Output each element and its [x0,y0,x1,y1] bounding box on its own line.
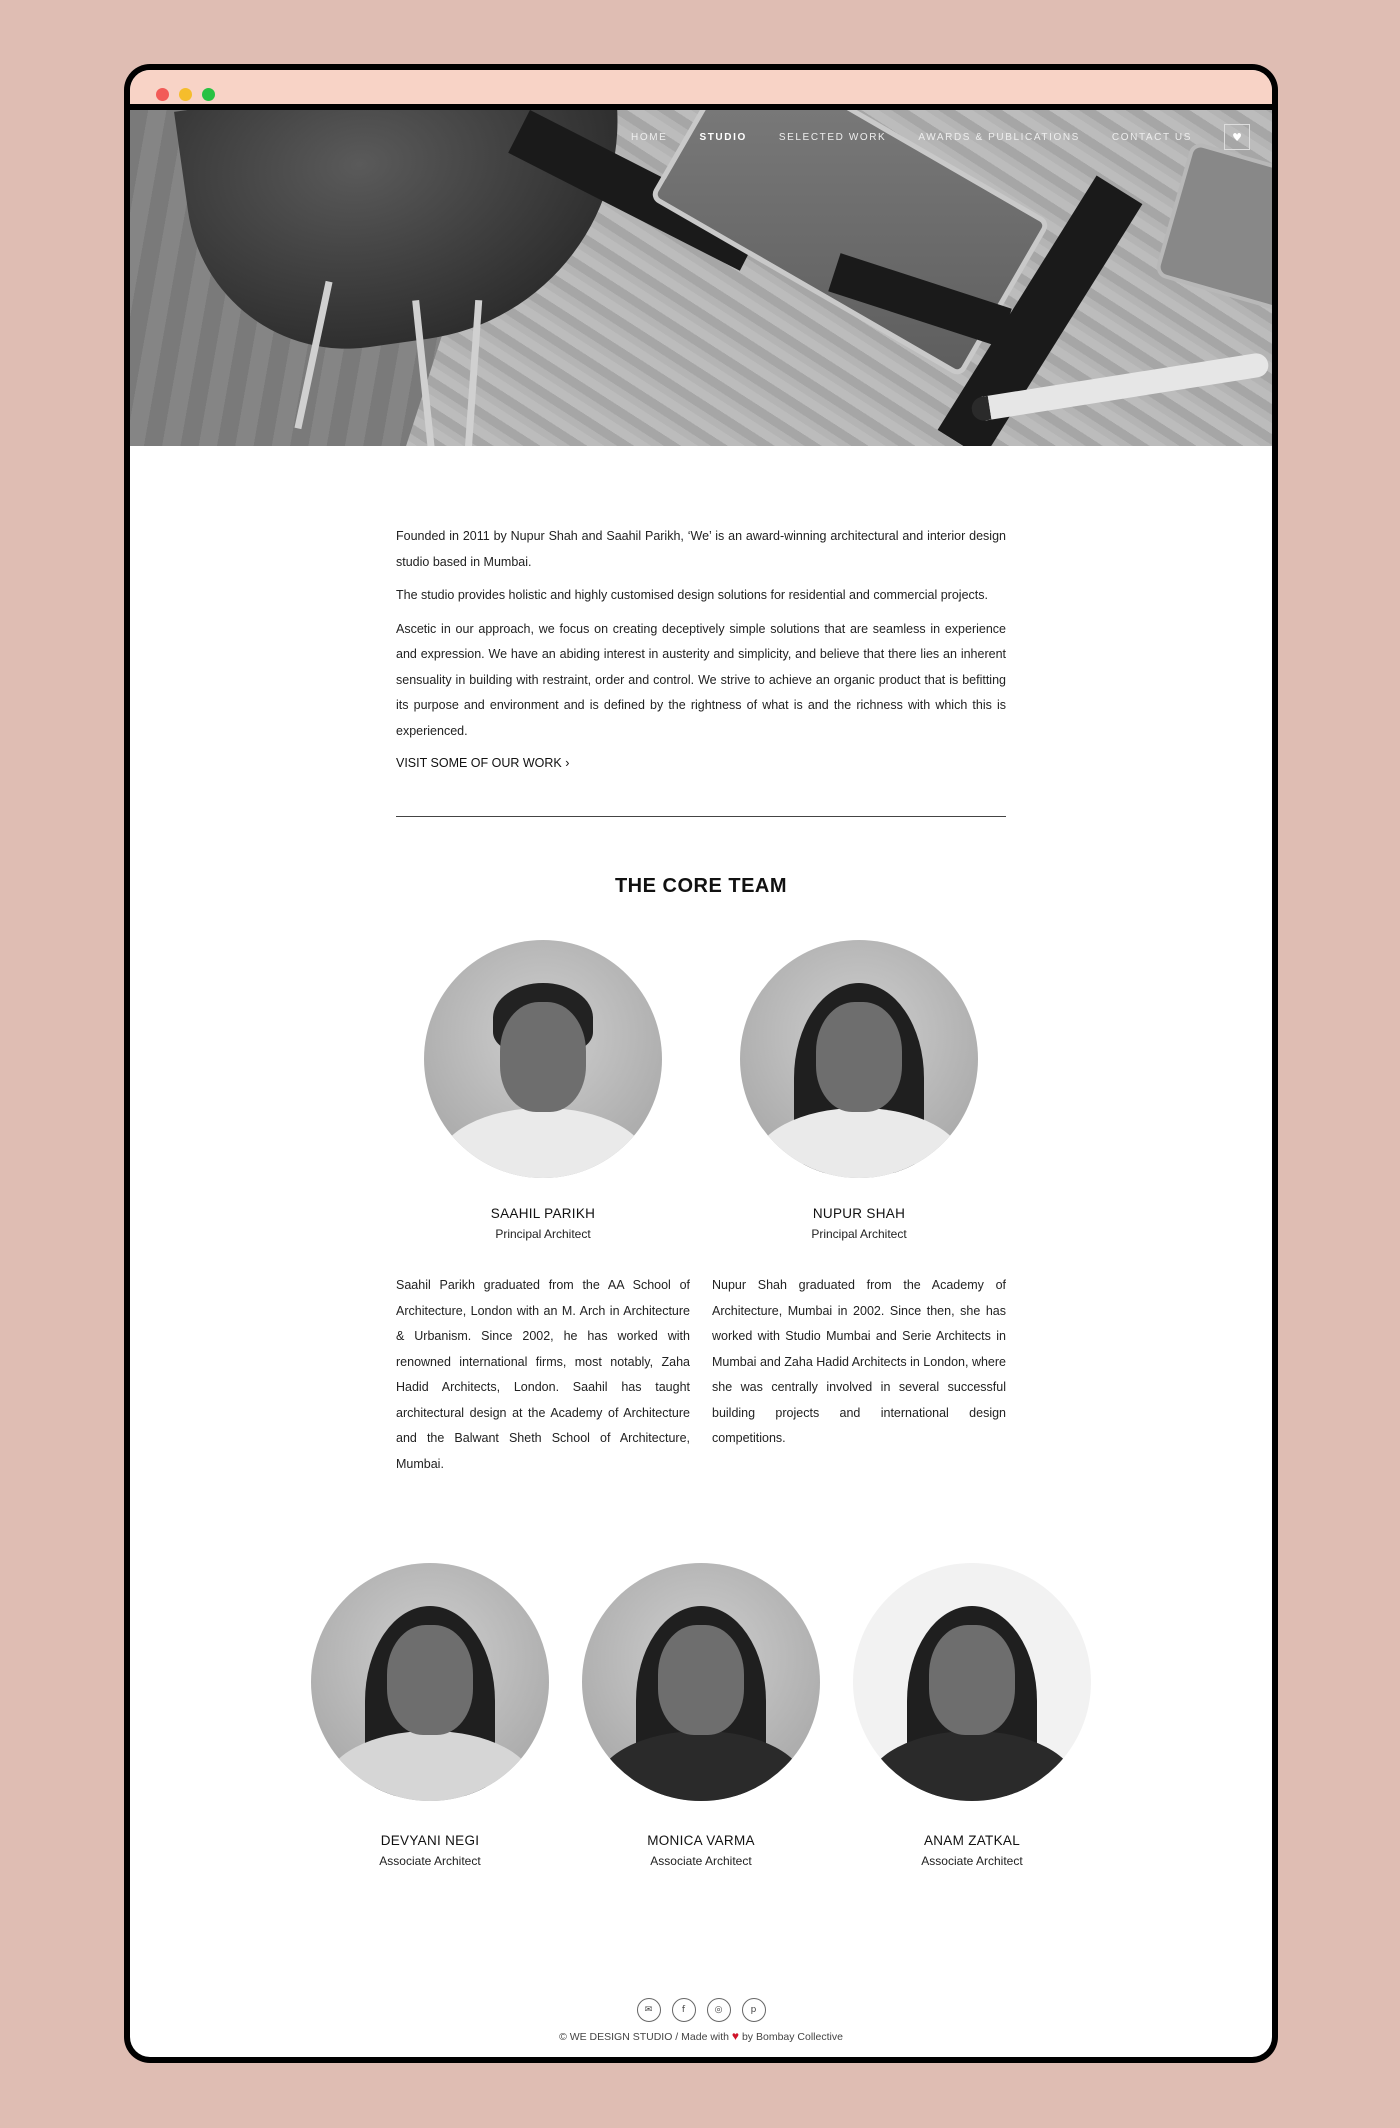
intro-paragraph-3: Ascetic in our approach, we focus on creating deceptively simple solutions that are seamless in experience and expression. We have an abiding interest in austerity and simplicity, and believe that there lies an inherent sensuality in building with restraint, order and control. We strive to achieve an organic product that is befitting its purpose and environment and is defined by the rightness of what is and the richness with which this is experienced. [396,621,1006,738]
facebook-icon[interactable]: f [672,1998,696,2022]
mail-icon[interactable]: ✉ [637,1998,661,2022]
avatar [582,1563,820,1801]
member-role: Associate Architect [650,1854,752,1868]
nav-selected-work[interactable]: SELECTED WORK [778,131,887,143]
browser-frame [124,64,1278,2063]
instagram-icon[interactable]: ◎ [707,1998,731,2022]
associate-team [311,1563,1091,1868]
avatar [311,1563,549,1801]
core-team [396,940,1006,1485]
footer-credit [130,2029,1272,2043]
social-links [130,1998,1272,2022]
team-member-card [582,1563,820,1868]
minimize-window-button[interactable] [179,88,192,101]
member-bio: Nupur Shah graduated from the Academy of Architecture, Mumbai in 2002. Since then, she has worked with Studio Mumbai and Serie Architects in Mumbai and Zaha Hadid Architects in London, where she was centrally involved in several successful building projects and international design competitions. [712,1278,1006,1445]
intro-paragraph-1: Founded in 2011 by Nupur Shah and Saahil Parikh, ‘We’ is an award-winning architectural and interior design studio based in Mumbai. [396,529,1006,569]
nav-contact-us[interactable]: CONTACT US [1111,131,1192,143]
hero-image [130,110,1272,446]
team-member-card [712,940,1006,1485]
studio-content [396,446,1006,1485]
nav-awards-publications[interactable]: AWARDS & PUBLICATIONS [918,131,1080,143]
main-nav [631,124,1250,150]
copyright-text: © WE DESIGN STUDIO / Made with [559,2031,729,2043]
site-footer [130,1998,1272,2043]
member-role: Principal Architect [811,1227,907,1241]
nav-studio[interactable]: STUDIO [699,131,747,143]
member-bio: Saahil Parikh graduated from the AA School of Architecture, London with an M. Arch in Architecture & Urbanism. Since 2002, he has worked with renowned international firms, most notably, Zaha Hadid Architects, London. Saahil has taught architectural design at the Academy of Architecture and the Balwant Sheth School of Architecture, Mumbai. [396,1278,690,1471]
team-member-card [396,940,690,1485]
team-member-card [853,1563,1091,1868]
heart-icon: ♥ [731,2029,740,2043]
favorites-button[interactable] [1224,124,1250,150]
heart-icon: ♥ [1232,130,1242,144]
member-name: NUPUR SHAH [812,1206,906,1221]
bombay-collective-link[interactable]: by Bombay Collective [741,2031,843,2043]
visit-work-link[interactable]: VISIT SOME OF OUR WORK › [396,756,570,770]
member-role: Principal Architect [495,1227,591,1241]
title-bar [130,70,1272,110]
member-name: MONICA VARMA [647,1833,755,1848]
member-role: Associate Architect [921,1854,1023,1868]
member-name: ANAM ZATKAL [923,1833,1021,1848]
team-member-card [311,1563,549,1868]
pinterest-icon[interactable]: p [742,1998,766,2022]
close-window-button[interactable] [156,88,169,101]
intro-paragraph-2: The studio provides holistic and highly customised design solutions for residential and commercial projects. [396,588,988,602]
avatar [853,1563,1091,1801]
maximize-window-button[interactable] [202,88,215,101]
section-divider [396,816,1006,817]
avatar [424,940,662,1178]
member-role: Associate Architect [379,1854,481,1868]
nav-home[interactable]: HOME [631,131,668,143]
member-name: DEVYANI NEGI [380,1833,480,1848]
team-heading: THE CORE TEAM [614,875,788,897]
browser-window [130,70,1272,2057]
avatar [740,940,978,1178]
member-name: SAAHIL PARIKH [490,1206,596,1221]
